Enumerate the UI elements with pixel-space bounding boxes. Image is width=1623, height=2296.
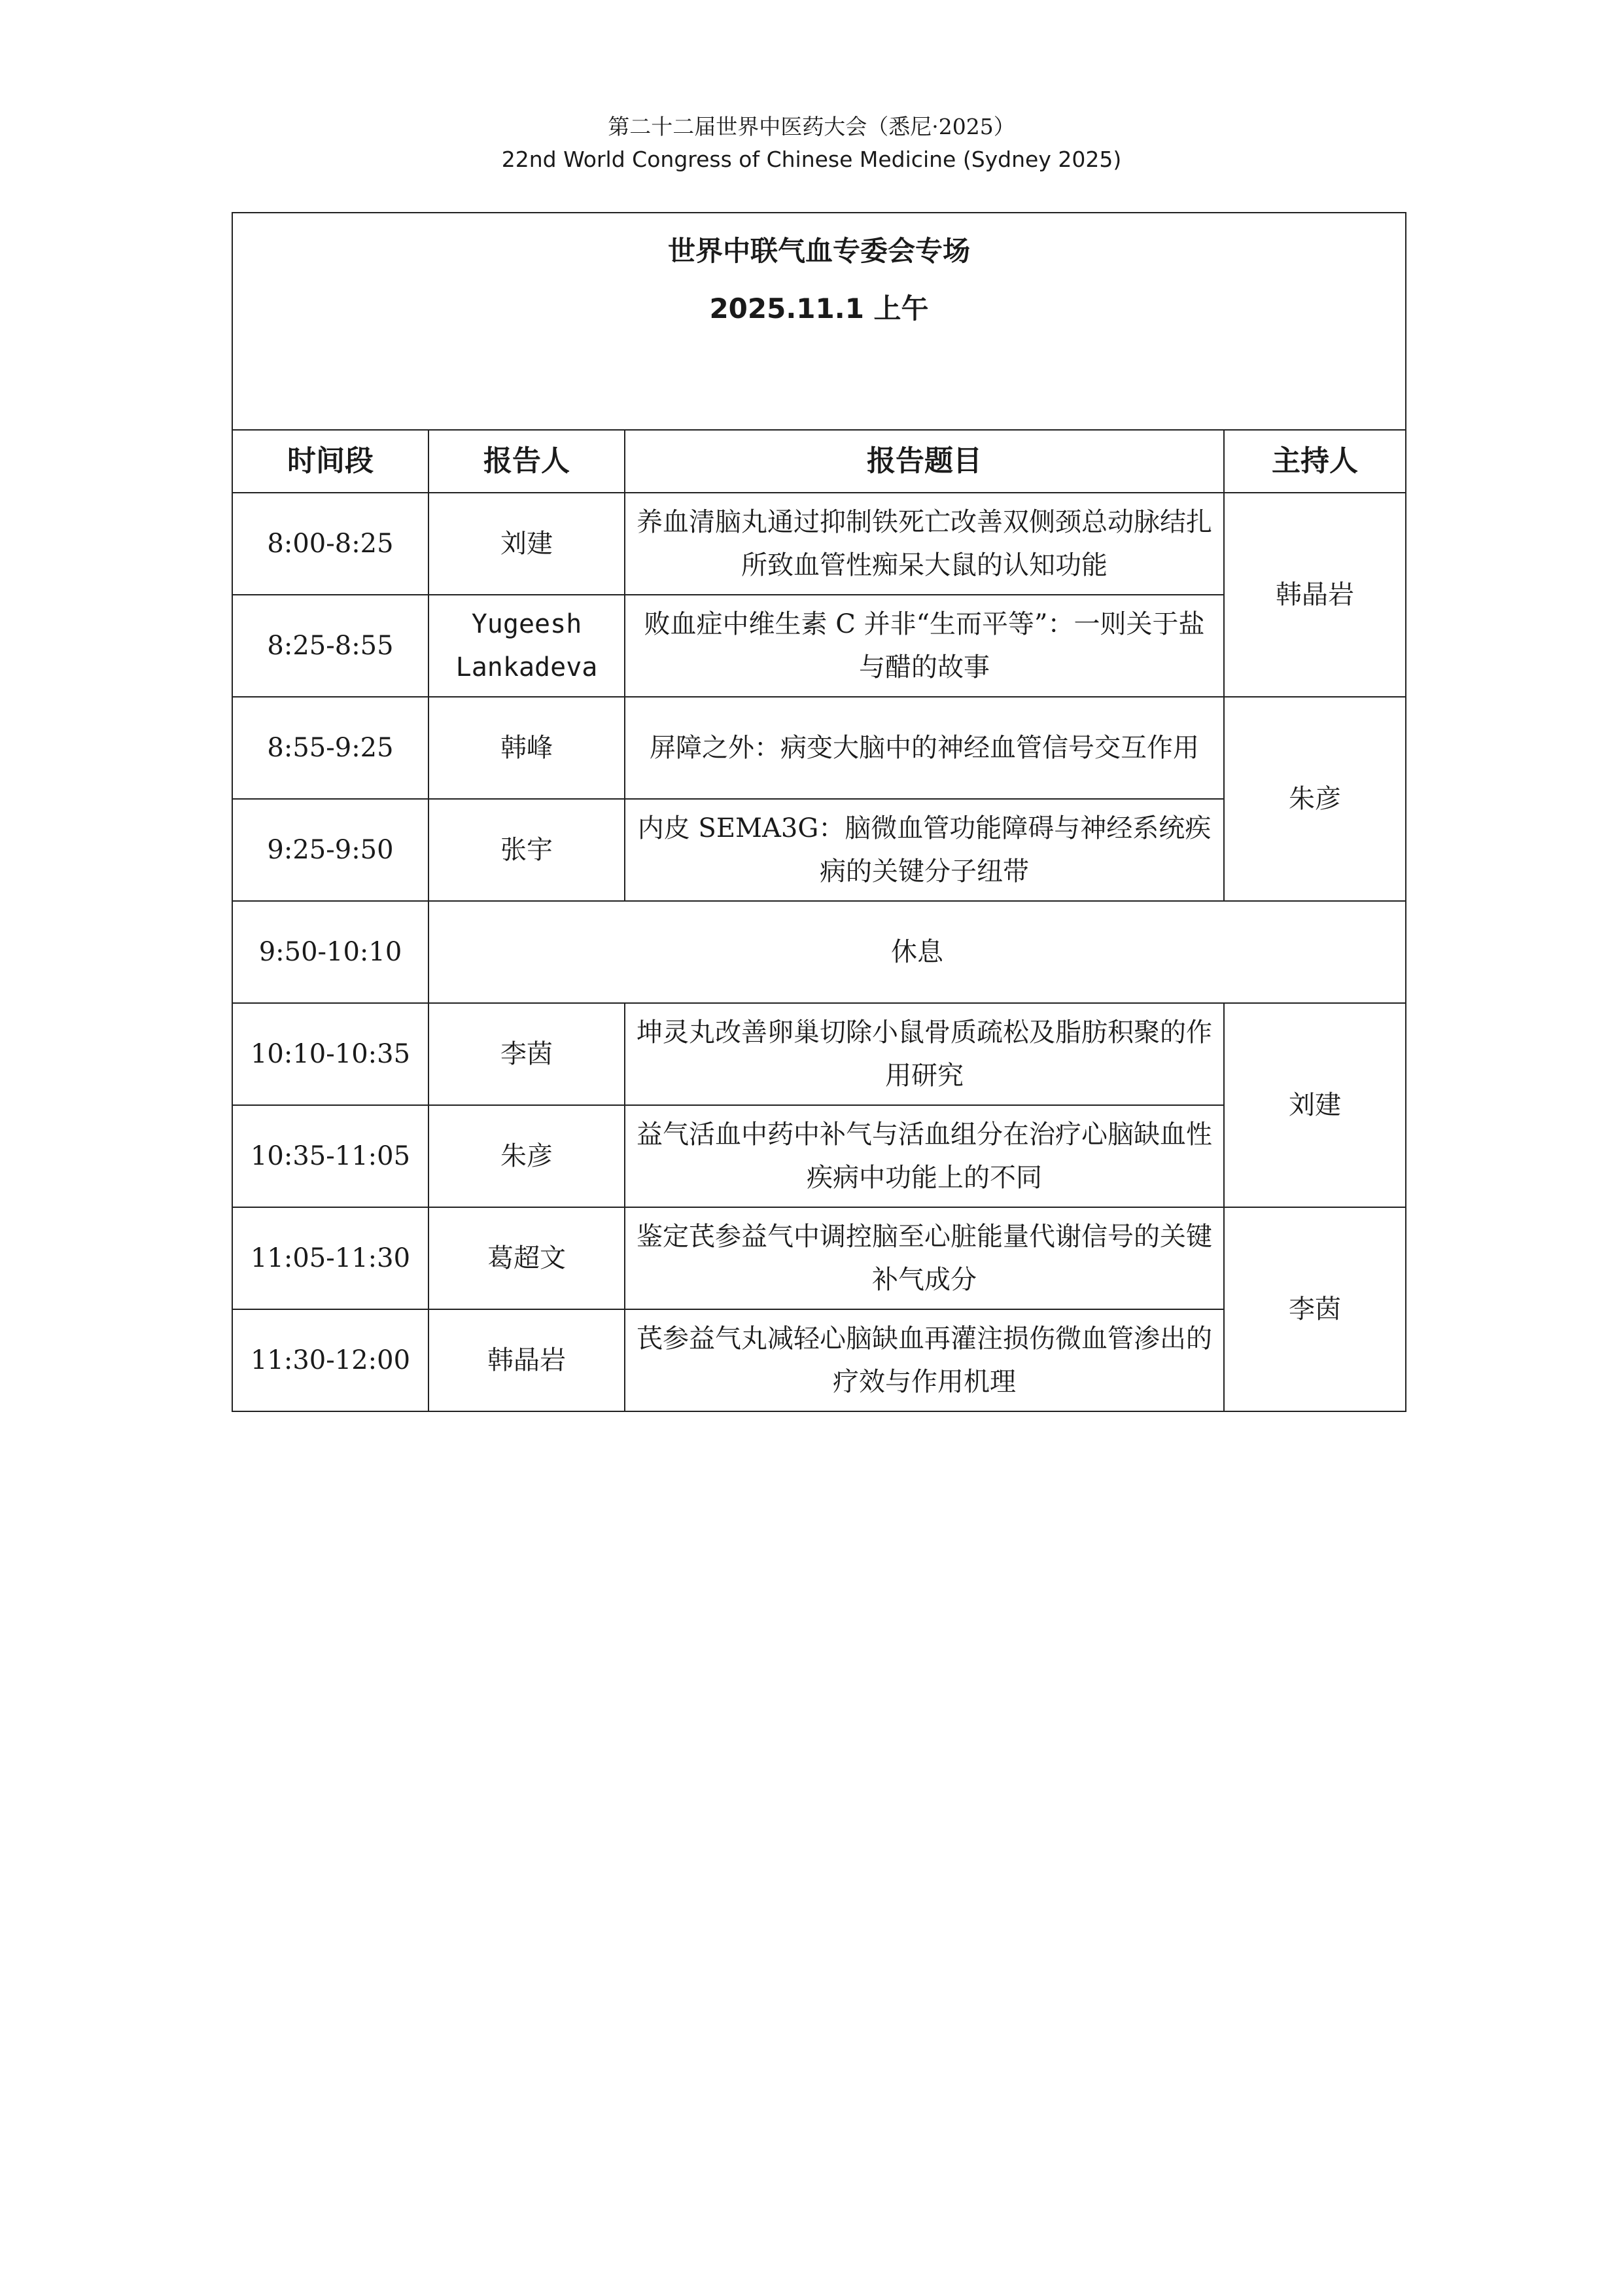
topic-cell: 芪参益气丸减轻心脑缺血再灌注损伤微血管渗出的疗效与作用机理	[625, 1309, 1224, 1411]
time-cell: 8:00-8:25	[232, 493, 428, 595]
congress-title-en: 22nd World Congress of Chinese Medicine (Sydney 2025)	[501, 147, 1122, 172]
speaker-cell: 韩晶岩	[428, 1309, 625, 1411]
host-cell: 朱彦	[1224, 697, 1406, 901]
host-cell: 韩晶岩	[1224, 493, 1406, 697]
topic-cell: 坤灵丸改善卵巢切除小鼠骨质疏松及脂肪积聚的作用研究	[625, 1003, 1224, 1105]
topic-cell: 败血症中维生素 C 并非“生而平等”：一则关于盐与醋的故事	[625, 595, 1224, 697]
speaker-cell: Yugeesh Lankadeva	[428, 595, 625, 697]
host-cell: 李茵	[1224, 1207, 1406, 1411]
speaker-cell: 张宇	[428, 799, 625, 901]
table-header-row	[232, 430, 1406, 493]
time-cell: 10:10-10:35	[232, 1003, 428, 1105]
schedule-table	[232, 212, 1406, 1412]
host-cell: 刘建	[1224, 1003, 1406, 1207]
table-row	[232, 697, 1406, 799]
topic-cell: 屏障之外：病变大脑中的神经血管信号交互作用	[625, 697, 1224, 799]
break-label: 休息	[428, 901, 1406, 1003]
session-date: 2025.11.1 上午	[709, 292, 929, 325]
time-cell: 11:05-11:30	[232, 1207, 428, 1309]
page-header	[0, 113, 1623, 174]
break-row	[232, 901, 1406, 1003]
session-title: 世界中联气血专委会专场	[668, 235, 971, 267]
column-header-time: 时间段	[232, 430, 428, 493]
table-row	[232, 1207, 1406, 1309]
table-row	[232, 493, 1406, 595]
congress-title-cn: 第二十二届世界中医药大会（悉尼·2025）	[608, 114, 1015, 139]
time-cell: 10:35-11:05	[232, 1105, 428, 1207]
topic-cell: 内皮 SEMA3G：脑微血管功能障碍与神经系统疾病的关键分子纽带	[625, 799, 1224, 901]
time-cell: 9:50-10:10	[232, 901, 428, 1003]
speaker-cell: 韩峰	[428, 697, 625, 799]
time-cell: 8:55-9:25	[232, 697, 428, 799]
table-row	[232, 1003, 1406, 1105]
speaker-cell: 李茵	[428, 1003, 625, 1105]
session-title-cell	[232, 213, 1406, 430]
column-header-topic: 报告题目	[625, 430, 1224, 493]
topic-cell: 鉴定芪参益气中调控脑至心脏能量代谢信号的关键补气成分	[625, 1207, 1224, 1309]
speaker-cell: 葛超文	[428, 1207, 625, 1309]
speaker-cell: 朱彦	[428, 1105, 625, 1207]
column-header-host: 主持人	[1224, 430, 1406, 493]
topic-cell: 养血清脑丸通过抑制铁死亡改善双侧颈总动脉结扎所致血管性痴呆大鼠的认知功能	[625, 493, 1224, 595]
time-cell: 11:30-12:00	[232, 1309, 428, 1411]
time-cell: 8:25-8:55	[232, 595, 428, 697]
topic-cell: 益气活血中药中补气与活血组分在治疗心脑缺血性疾病中功能上的不同	[625, 1105, 1224, 1207]
time-cell: 9:25-9:50	[232, 799, 428, 901]
column-header-speaker: 报告人	[428, 430, 625, 493]
speaker-cell: 刘建	[428, 493, 625, 595]
